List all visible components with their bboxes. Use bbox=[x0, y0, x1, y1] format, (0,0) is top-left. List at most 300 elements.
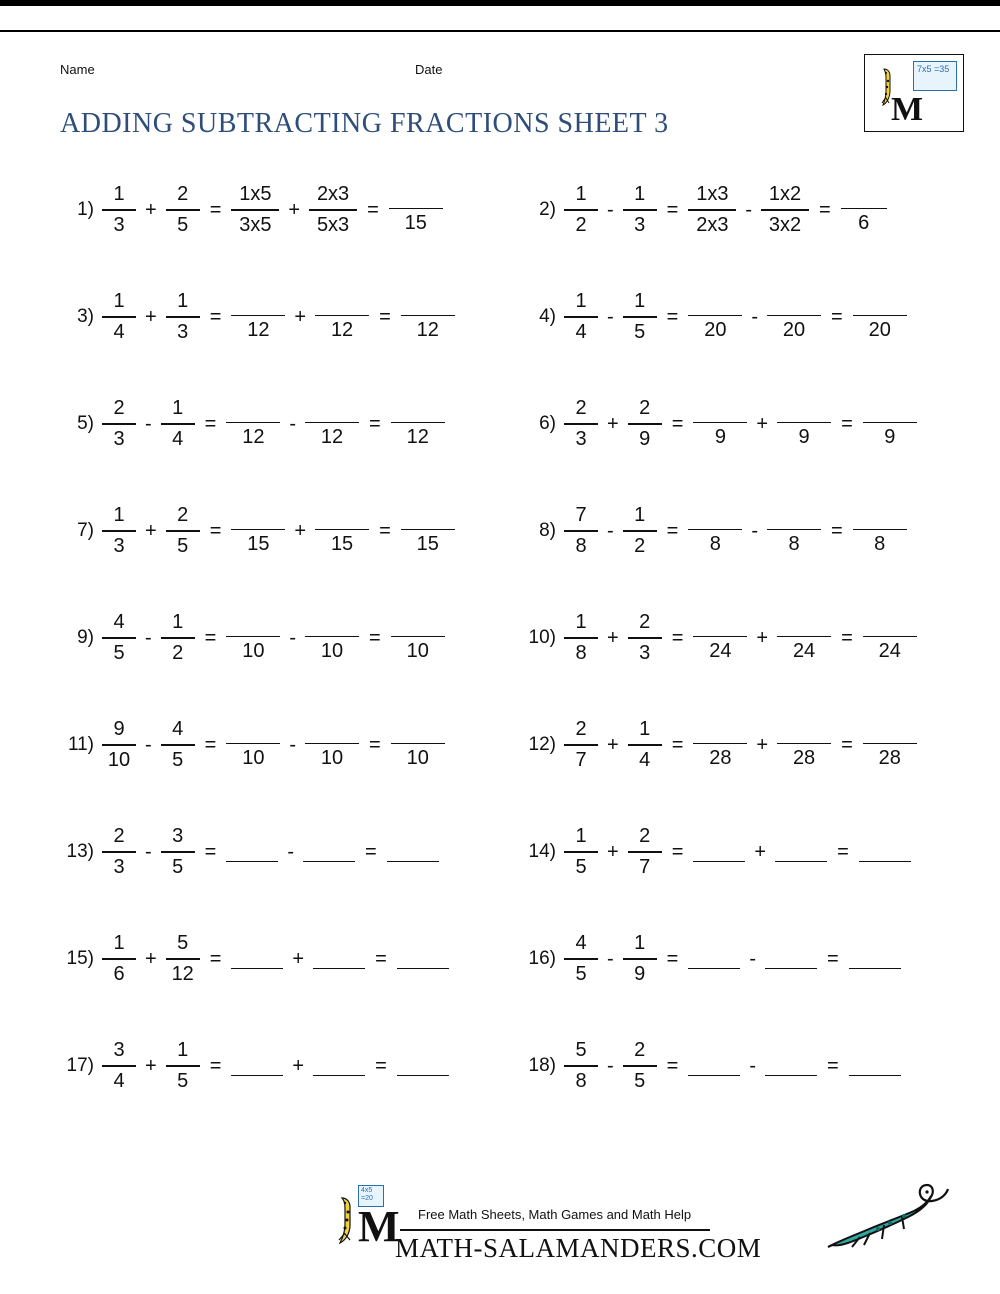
denominator: 24 bbox=[709, 640, 732, 663]
equals-sign: = bbox=[209, 947, 222, 970]
denominator: 9 bbox=[798, 426, 810, 449]
fraction-bar bbox=[161, 744, 195, 746]
denominator: 24 bbox=[878, 640, 901, 663]
equals-sign: = bbox=[204, 733, 217, 756]
equals-sign: = bbox=[671, 412, 684, 435]
denominator: 2x3 bbox=[696, 213, 729, 236]
equals-sign: = bbox=[831, 305, 843, 328]
fraction-bar bbox=[102, 851, 136, 853]
numerator: 1 bbox=[172, 611, 184, 634]
denominator: 28 bbox=[792, 747, 816, 770]
operator: + bbox=[145, 198, 157, 221]
work-line-2[interactable] bbox=[765, 1056, 817, 1076]
fraction-bar bbox=[231, 529, 285, 531]
problem-6 bbox=[520, 374, 990, 474]
problem-3 bbox=[58, 267, 528, 367]
problem-number: 3) bbox=[77, 306, 94, 327]
numerator: 2 bbox=[575, 718, 587, 741]
fraction-bar bbox=[401, 529, 455, 531]
work-line-1[interactable] bbox=[231, 949, 283, 969]
fraction-bar bbox=[102, 316, 136, 318]
fraction-bar bbox=[315, 529, 369, 531]
fraction-a bbox=[102, 290, 136, 344]
page-footer bbox=[0, 1175, 1000, 1294]
fraction-bar bbox=[628, 637, 662, 639]
numerator: 2 bbox=[575, 397, 587, 420]
equals-sign: = bbox=[369, 626, 381, 649]
denominator: 28 bbox=[878, 747, 901, 770]
answer-blank[interactable] bbox=[401, 506, 455, 557]
problem-number: 13) bbox=[66, 841, 94, 862]
operator: + bbox=[756, 733, 769, 756]
fraction-b bbox=[623, 183, 657, 237]
equals-sign: = bbox=[209, 1054, 222, 1077]
fraction-bar bbox=[564, 1065, 598, 1067]
fraction-b bbox=[166, 183, 200, 237]
fraction-bar bbox=[693, 743, 747, 745]
work-blank-2[interactable] bbox=[777, 399, 831, 450]
denominator: 12 bbox=[406, 426, 429, 449]
denominator: 5 bbox=[575, 962, 587, 985]
problem-row bbox=[0, 802, 1000, 909]
operator: - bbox=[607, 1054, 614, 1077]
work-line-1[interactable] bbox=[231, 1056, 283, 1076]
fraction-bar bbox=[777, 743, 831, 745]
denominator: 9 bbox=[884, 426, 896, 449]
numerator: 1 bbox=[575, 290, 587, 313]
fraction-bar bbox=[161, 637, 195, 639]
operator: - bbox=[145, 626, 152, 649]
work-line-2[interactable] bbox=[303, 842, 355, 862]
denominator: 5 bbox=[172, 855, 184, 878]
operator: + bbox=[294, 519, 307, 542]
fraction-bar bbox=[628, 744, 662, 746]
salamander-icon bbox=[328, 1195, 356, 1245]
fraction-bar bbox=[693, 422, 747, 424]
equals-sign: = bbox=[204, 840, 217, 863]
equals-sign: = bbox=[379, 305, 391, 328]
problem-number: 2) bbox=[539, 199, 556, 220]
denominator: 12 bbox=[247, 319, 270, 342]
work-blank-1[interactable] bbox=[226, 613, 280, 664]
fraction-bar bbox=[102, 530, 136, 532]
denominator: 20 bbox=[782, 319, 806, 342]
fraction-bar bbox=[161, 423, 195, 425]
page-top-border bbox=[0, 0, 1000, 6]
numerator: 1 bbox=[177, 1039, 189, 1062]
denominator: 3x2 bbox=[768, 213, 802, 236]
operator: + bbox=[288, 198, 301, 221]
fraction-b bbox=[623, 290, 657, 344]
answer-blank[interactable] bbox=[853, 506, 907, 557]
operator: - bbox=[751, 519, 759, 542]
denominator: 10 bbox=[107, 748, 131, 771]
numerator: 1x5 bbox=[239, 183, 272, 206]
work-blank-2[interactable] bbox=[315, 292, 369, 343]
fraction-bar bbox=[777, 636, 831, 638]
fraction-bar bbox=[688, 209, 736, 211]
fraction-bar bbox=[863, 636, 917, 638]
denominator: 4 bbox=[575, 320, 587, 343]
numerator: 2 bbox=[177, 183, 189, 206]
fraction-a bbox=[564, 718, 598, 772]
denominator: 3 bbox=[639, 641, 651, 664]
fraction-bar bbox=[102, 423, 136, 425]
fraction-b bbox=[166, 932, 200, 986]
fraction-bar bbox=[315, 315, 369, 317]
fraction-bar bbox=[564, 530, 598, 532]
fraction-b bbox=[628, 611, 662, 665]
work-blank-1[interactable] bbox=[231, 292, 285, 343]
fraction-bar bbox=[688, 315, 742, 317]
answer-line[interactable] bbox=[859, 842, 911, 862]
operator: + bbox=[607, 840, 619, 863]
fraction-a bbox=[564, 1039, 598, 1093]
denominator: 5 bbox=[575, 855, 587, 878]
equals-sign: = bbox=[209, 519, 222, 542]
operator: + bbox=[145, 519, 157, 542]
denominator: 3x5 bbox=[239, 213, 272, 236]
denominator: 3 bbox=[113, 427, 125, 450]
denominator: 5 bbox=[172, 748, 184, 771]
problem-row bbox=[0, 695, 1000, 802]
fraction-bar bbox=[564, 637, 598, 639]
problem-13 bbox=[58, 802, 528, 902]
fraction-a bbox=[102, 932, 136, 986]
operator: - bbox=[607, 947, 614, 970]
numerator: 1 bbox=[639, 718, 651, 741]
fraction-bar bbox=[761, 209, 809, 211]
fraction-bar bbox=[564, 316, 598, 318]
salamander-illustration-icon bbox=[810, 1175, 960, 1270]
logo-letter-m: M bbox=[891, 91, 924, 128]
work-blank-1[interactable] bbox=[688, 292, 742, 343]
fraction-bar bbox=[564, 958, 598, 960]
problem-4 bbox=[520, 267, 990, 367]
fraction-a bbox=[102, 183, 136, 237]
problem-number: 14) bbox=[528, 841, 556, 862]
operator: - bbox=[749, 1054, 757, 1077]
denominator: 10 bbox=[320, 640, 344, 663]
equals-sign: = bbox=[827, 1054, 839, 1077]
denominator: 8 bbox=[709, 533, 721, 556]
equals-sign: = bbox=[666, 947, 679, 970]
denominator: 5 bbox=[177, 213, 189, 236]
fraction-bar bbox=[693, 636, 747, 638]
denominator: 9 bbox=[634, 962, 646, 985]
numerator: 1 bbox=[634, 290, 646, 313]
operator: + bbox=[294, 305, 307, 328]
date-label: Date bbox=[415, 62, 443, 77]
fraction-a bbox=[564, 504, 598, 558]
numerator: 1 bbox=[113, 504, 125, 527]
numerator: 3 bbox=[172, 825, 184, 848]
denominator: 3 bbox=[634, 213, 646, 236]
fraction-bar bbox=[777, 422, 831, 424]
denominator: 9 bbox=[714, 426, 726, 449]
denominator: 8 bbox=[575, 1069, 587, 1092]
problem-number: 7) bbox=[77, 520, 94, 541]
problem-2 bbox=[520, 160, 990, 260]
fraction-bar bbox=[305, 422, 359, 424]
fraction-bar bbox=[166, 1065, 200, 1067]
answer-blank[interactable] bbox=[863, 613, 917, 664]
operator: - bbox=[289, 626, 297, 649]
numerator: 1 bbox=[113, 932, 125, 955]
denominator: 12 bbox=[242, 426, 265, 449]
denominator: 12 bbox=[171, 962, 194, 985]
problem-number: 12) bbox=[528, 734, 556, 755]
answer-blank[interactable] bbox=[863, 399, 917, 450]
work-line-1[interactable] bbox=[688, 949, 740, 969]
numerator: 2 bbox=[634, 1039, 646, 1062]
answer-blank[interactable] bbox=[391, 613, 445, 664]
problem-row bbox=[0, 909, 1000, 1016]
problem-number: 15) bbox=[66, 948, 94, 969]
work-blank-2[interactable] bbox=[767, 506, 821, 557]
problem-row bbox=[0, 588, 1000, 695]
work-blank-1[interactable] bbox=[226, 399, 280, 450]
fraction-bar bbox=[623, 530, 657, 532]
problem-grid bbox=[0, 160, 1000, 1123]
denominator: 10 bbox=[406, 747, 429, 770]
answer-line[interactable] bbox=[397, 1056, 449, 1076]
work-blank-1[interactable] bbox=[226, 720, 280, 771]
denominator: 4 bbox=[172, 427, 184, 450]
fraction-bar bbox=[166, 958, 200, 960]
problem-number: 4) bbox=[539, 306, 556, 327]
answer-blank[interactable] bbox=[389, 185, 443, 236]
work-blank-1[interactable] bbox=[693, 613, 747, 664]
equals-sign: = bbox=[204, 412, 217, 435]
fraction-bar bbox=[166, 209, 200, 211]
work-fraction-2 bbox=[761, 183, 809, 237]
denominator: 3 bbox=[113, 213, 125, 236]
operator: + bbox=[756, 412, 769, 435]
fraction-bar bbox=[102, 744, 136, 746]
operator: - bbox=[751, 305, 759, 328]
equals-sign: = bbox=[827, 947, 839, 970]
problem-16 bbox=[520, 909, 990, 1009]
footer-letter-m: M bbox=[358, 1202, 400, 1251]
work-fraction-1 bbox=[231, 183, 279, 237]
numerator: 2x3 bbox=[316, 183, 350, 206]
operator: + bbox=[754, 840, 767, 863]
fraction-b bbox=[166, 504, 200, 558]
numerator: 1 bbox=[634, 504, 646, 527]
problem-number: 9) bbox=[77, 627, 94, 648]
operator: - bbox=[287, 840, 295, 863]
work-blank-1[interactable] bbox=[688, 506, 742, 557]
fraction-bar bbox=[161, 851, 195, 853]
denominator: 7 bbox=[575, 748, 587, 771]
fraction-a bbox=[564, 290, 598, 344]
numerator: 1 bbox=[575, 183, 587, 206]
problem-12 bbox=[520, 695, 990, 795]
fraction-b bbox=[623, 932, 657, 986]
fraction-bar bbox=[564, 851, 598, 853]
denominator: 3 bbox=[113, 855, 125, 878]
operator: + bbox=[292, 1054, 305, 1077]
numerator: 1x2 bbox=[768, 183, 802, 206]
work-line-1[interactable] bbox=[226, 842, 278, 862]
fraction-bar bbox=[305, 636, 359, 638]
equals-sign: = bbox=[837, 840, 849, 863]
operator: + bbox=[607, 626, 619, 649]
answer-blank[interactable] bbox=[401, 292, 455, 343]
problem-10 bbox=[520, 588, 990, 688]
denominator: 6 bbox=[858, 212, 870, 235]
numerator: 5 bbox=[575, 1039, 587, 1062]
fraction-bar bbox=[841, 208, 887, 210]
fraction-a bbox=[564, 932, 598, 986]
operator: - bbox=[607, 519, 614, 542]
problem-18 bbox=[520, 1016, 990, 1116]
operator: - bbox=[607, 198, 614, 221]
operator: - bbox=[289, 733, 297, 756]
operator: + bbox=[145, 947, 157, 970]
equals-sign: = bbox=[369, 412, 381, 435]
numerator: 1 bbox=[575, 825, 587, 848]
numerator: 1 bbox=[634, 183, 646, 206]
work-line-1[interactable] bbox=[693, 842, 745, 862]
numerator: 4 bbox=[172, 718, 184, 741]
operator: - bbox=[749, 947, 757, 970]
denominator: 5x3 bbox=[316, 213, 350, 236]
denominator: 10 bbox=[406, 640, 429, 663]
fraction-a bbox=[102, 1039, 136, 1093]
fraction-bar bbox=[853, 315, 907, 317]
equals-sign: = bbox=[204, 626, 217, 649]
denominator: 3 bbox=[177, 320, 189, 343]
denominator: 20 bbox=[704, 319, 727, 342]
work-blank-2[interactable] bbox=[777, 720, 831, 771]
work-line-2[interactable] bbox=[313, 949, 365, 969]
operator: - bbox=[745, 198, 753, 221]
work-blank-2[interactable] bbox=[767, 292, 821, 343]
fraction-b bbox=[161, 825, 195, 879]
fraction-a bbox=[564, 397, 598, 451]
equals-sign: = bbox=[841, 626, 853, 649]
work-blank-2[interactable] bbox=[305, 399, 359, 450]
fraction-b bbox=[628, 718, 662, 772]
fraction-bar bbox=[231, 315, 285, 317]
work-fraction-1 bbox=[688, 183, 736, 237]
fraction-a bbox=[564, 183, 598, 237]
footer-website[interactable]: MATH-SALAMANDERS.COM bbox=[395, 1233, 762, 1263]
fraction-b bbox=[166, 1039, 200, 1093]
fraction-b bbox=[628, 825, 662, 879]
equals-sign: = bbox=[819, 198, 831, 221]
numerator: 1 bbox=[177, 290, 189, 313]
denominator: 15 bbox=[330, 533, 354, 556]
work-blank-1[interactable] bbox=[693, 399, 747, 450]
problem-number: 11) bbox=[67, 734, 94, 755]
denominator: 2 bbox=[172, 641, 184, 664]
equals-sign: = bbox=[375, 1054, 387, 1077]
fraction-bar bbox=[564, 423, 598, 425]
work-line-1[interactable] bbox=[688, 1056, 740, 1076]
work-line-2[interactable] bbox=[765, 949, 817, 969]
numerator: 1 bbox=[113, 183, 125, 206]
answer-blank[interactable] bbox=[391, 720, 445, 771]
work-blank-2[interactable] bbox=[315, 506, 369, 557]
fraction-a bbox=[102, 825, 136, 879]
answer-blank[interactable] bbox=[841, 185, 887, 236]
page-top-border-secondary bbox=[0, 30, 1000, 32]
answer-blank[interactable] bbox=[863, 720, 917, 771]
fraction-a bbox=[102, 718, 136, 772]
numerator: 3 bbox=[113, 1039, 125, 1062]
problem-row bbox=[0, 481, 1000, 588]
fraction-bar bbox=[226, 636, 280, 638]
answer-line[interactable] bbox=[387, 842, 439, 862]
fraction-b bbox=[161, 611, 195, 665]
answer-line[interactable] bbox=[397, 949, 449, 969]
fraction-a bbox=[102, 504, 136, 558]
denominator: 6 bbox=[113, 962, 125, 985]
footer-blackboard-text: 4x5 =20 bbox=[358, 1185, 384, 1207]
numerator: 9 bbox=[113, 718, 125, 741]
work-line-2[interactable] bbox=[313, 1056, 365, 1076]
fraction-bar bbox=[863, 743, 917, 745]
fraction-bar bbox=[102, 209, 136, 211]
answer-blank[interactable] bbox=[853, 292, 907, 343]
operator: - bbox=[289, 412, 297, 435]
denominator: 12 bbox=[330, 319, 354, 342]
fraction-bar bbox=[391, 743, 445, 745]
denominator: 8 bbox=[788, 533, 800, 556]
operator: + bbox=[145, 1054, 157, 1077]
fraction-bar bbox=[628, 423, 662, 425]
work-blank-1[interactable] bbox=[231, 506, 285, 557]
equals-sign: = bbox=[369, 733, 381, 756]
answer-blank[interactable] bbox=[391, 399, 445, 450]
denominator: 24 bbox=[792, 640, 816, 663]
work-blank-2[interactable] bbox=[305, 613, 359, 664]
fraction-bar bbox=[102, 637, 136, 639]
operator: + bbox=[145, 305, 157, 328]
fraction-bar bbox=[391, 636, 445, 638]
numerator: 2 bbox=[639, 397, 651, 420]
work-blank-2[interactable] bbox=[305, 720, 359, 771]
problem-7 bbox=[58, 481, 528, 581]
operator: + bbox=[607, 412, 619, 435]
numerator: 1 bbox=[172, 397, 184, 420]
numerator: 1 bbox=[575, 611, 587, 634]
operator: - bbox=[145, 840, 152, 863]
problem-number: 5) bbox=[77, 413, 94, 434]
denominator: 4 bbox=[113, 1069, 125, 1092]
problem-number: 10) bbox=[528, 627, 556, 648]
problem-row bbox=[0, 267, 1000, 374]
work-blank-2[interactable] bbox=[777, 613, 831, 664]
fraction-bar bbox=[389, 208, 443, 210]
problem-row bbox=[0, 374, 1000, 481]
answer-line[interactable] bbox=[849, 949, 901, 969]
work-line-2[interactable] bbox=[775, 842, 827, 862]
denominator: 10 bbox=[242, 640, 265, 663]
work-blank-1[interactable] bbox=[693, 720, 747, 771]
problem-14 bbox=[520, 802, 990, 902]
numerator: 5 bbox=[177, 932, 189, 955]
equals-sign: = bbox=[666, 1054, 679, 1077]
equals-sign: = bbox=[671, 626, 684, 649]
answer-line[interactable] bbox=[849, 1056, 901, 1076]
problem-number: 16) bbox=[528, 948, 556, 969]
operator: - bbox=[145, 733, 152, 756]
problem-5 bbox=[58, 374, 528, 474]
